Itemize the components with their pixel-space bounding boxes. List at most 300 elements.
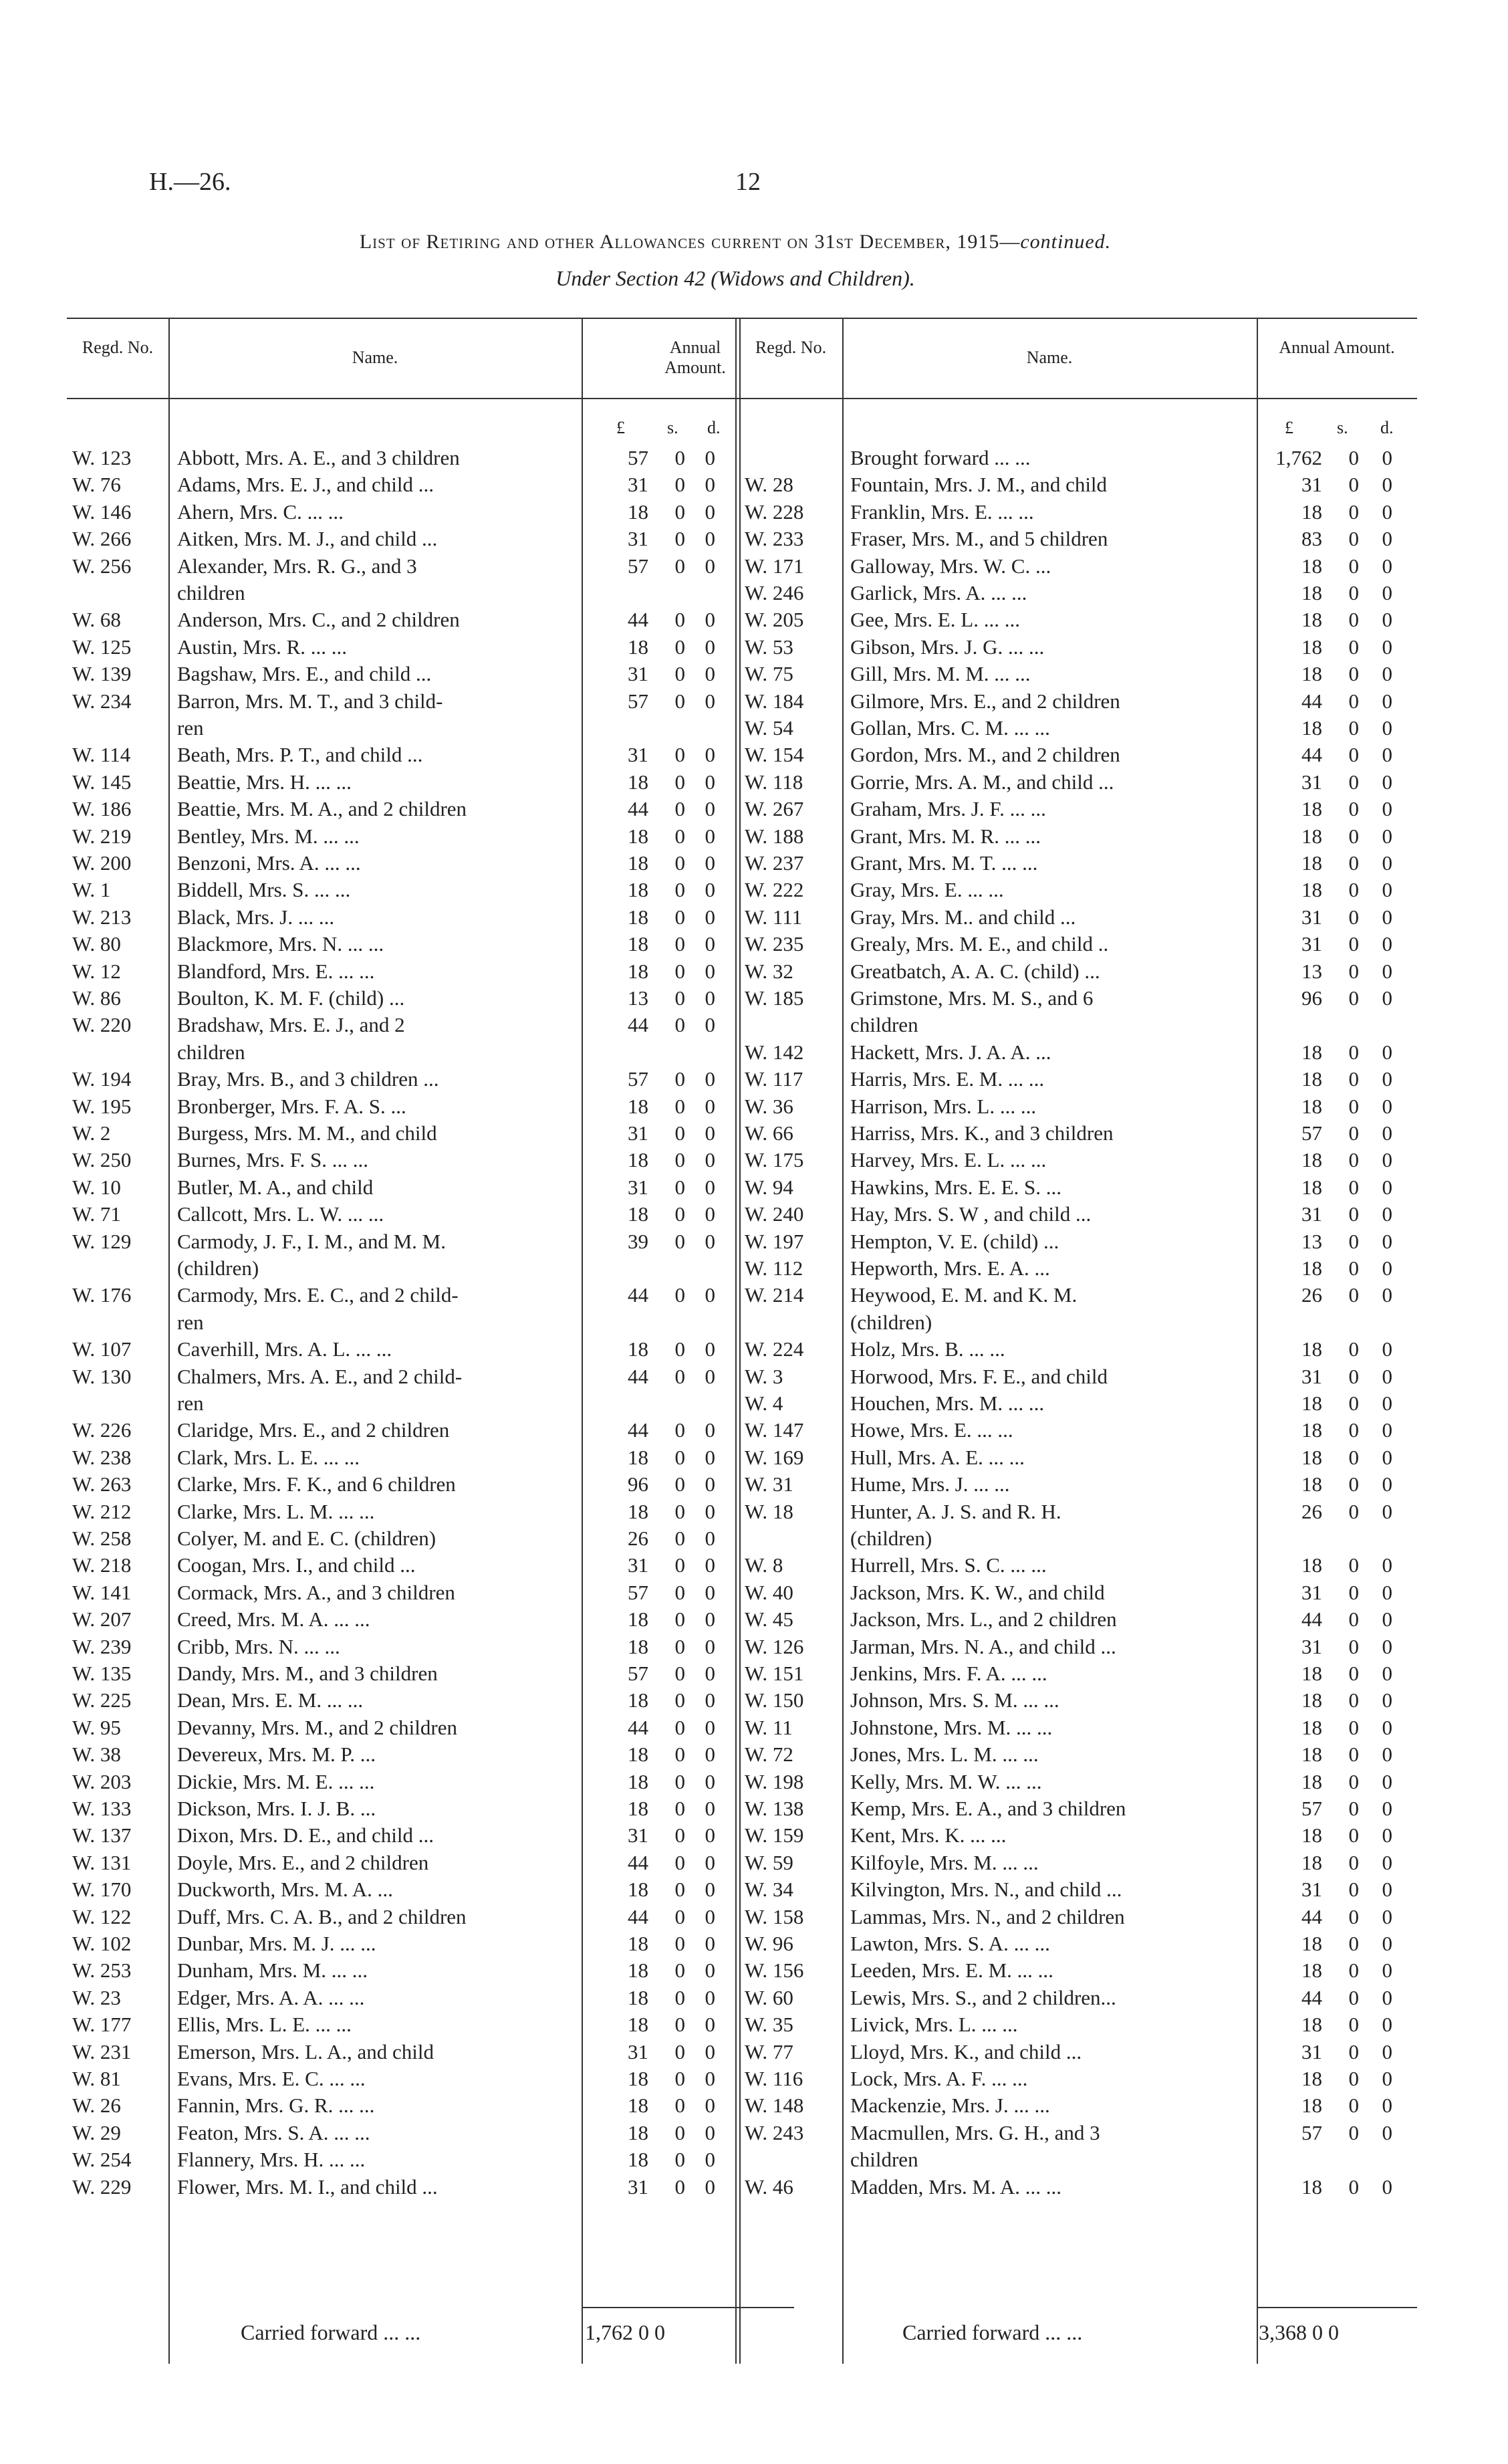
pounds-value: 31 — [1301, 1878, 1322, 1902]
regd-number: W. 220 — [72, 1013, 132, 1037]
recipient-name: Devanny, Mrs. M., and 2 children — [177, 1715, 457, 1739]
pounds-value: 44 — [1301, 743, 1322, 767]
pounds-value: 31 — [1301, 932, 1322, 956]
shillings-value: 0 — [1348, 1337, 1359, 1361]
shillings-value: 0 — [674, 1553, 685, 1577]
pence-value: 0 — [705, 1094, 715, 1118]
shillings-value: 0 — [1348, 662, 1359, 686]
recipient-name: Alexander, Mrs. R. G., and 3 — [177, 554, 417, 578]
regd-number: W. 53 — [745, 635, 793, 659]
pounds-value: 18 — [628, 878, 648, 902]
recipient-name: Gray, Mrs. M.. and child ... — [850, 905, 1076, 929]
left-amount-divider — [735, 318, 737, 2364]
recipient-name: Dixon, Mrs. D. E., and child ... — [177, 1823, 434, 1847]
pence-value: 0 — [705, 1662, 715, 1685]
recipient-name: Bentley, Mrs. M. ... ... — [177, 824, 360, 848]
pounds-value: 44 — [628, 1715, 648, 1739]
pence-value: 0 — [705, 554, 715, 578]
shillings-value: 0 — [1348, 2039, 1359, 2063]
regd-number: W. 1 — [72, 878, 111, 902]
page-title — [167, 231, 1303, 253]
pence-value: 0 — [705, 446, 715, 469]
pence-value: 0 — [1382, 1688, 1392, 1712]
pounds-value: 18 — [1301, 1688, 1322, 1712]
regd-number: W. 23 — [72, 1985, 121, 2009]
regd-number: W. 59 — [745, 1850, 793, 1874]
pence-value: 0 — [1382, 1148, 1392, 1172]
recipient-name: Dunbar, Mrs. M. J. ... ... — [177, 1932, 376, 1955]
pence-value: 0 — [705, 770, 715, 794]
shillings-value: 0 — [1348, 2013, 1359, 2037]
table-row — [739, 958, 1408, 985]
pence-value: 0 — [705, 1445, 715, 1469]
recipient-name: Benzoni, Mrs. A. ... ... — [177, 851, 361, 875]
pence-value: 0 — [705, 1878, 715, 1902]
recipient-name: Butler, M. A., and child — [177, 1175, 374, 1199]
pounds-value: 44 — [628, 797, 648, 821]
regd-number: W. 3 — [745, 1364, 783, 1388]
shillings-value: 0 — [674, 1527, 685, 1550]
recipient-name: Edger, Mrs. A. A. ... ... — [177, 1985, 365, 2009]
table-row — [739, 688, 1408, 715]
recipient-name: Featon, Mrs. S. A. ... ... — [177, 2120, 370, 2144]
pence-value: 0 — [705, 1850, 715, 1874]
regd-number: W. 95 — [72, 1715, 121, 1739]
right-carried-forward-total: 3,368 0 0 — [1259, 2320, 1339, 2344]
table-row — [739, 1930, 1408, 1957]
recipient-name: Fountain, Mrs. J. M., and child — [850, 473, 1108, 497]
regd-number: W. 141 — [72, 1580, 132, 1604]
regd-number: W. 170 — [72, 1878, 132, 1902]
shillings-value: 0 — [1348, 689, 1359, 713]
recipient-name: Hunter, A. J. S. and R. H. — [850, 1499, 1061, 1523]
pounds-value: 18 — [628, 1985, 648, 2009]
pounds-value: 18 — [628, 1958, 648, 1983]
pounds-value: 18 — [1301, 1823, 1322, 1847]
regd-number: W. 116 — [745, 2067, 803, 2090]
recipient-name: Creed, Mrs. M. A. ... ... — [177, 1607, 370, 1632]
pounds-value: 31 — [628, 2174, 648, 2199]
table-row — [67, 1120, 735, 1147]
regd-number: W. 117 — [745, 1067, 803, 1091]
table-row — [67, 1957, 735, 1984]
shillings-value: 0 — [1348, 1202, 1359, 1226]
pounds-value: 44 — [1301, 1985, 1322, 2009]
regd-number: W. 54 — [745, 716, 793, 740]
pence-value: 0 — [1382, 716, 1392, 740]
pence-value: 0 — [705, 1797, 715, 1820]
shillings-value: 0 — [1348, 608, 1359, 632]
regd-number: W. 188 — [745, 824, 804, 848]
pence-value: 0 — [1382, 1904, 1392, 1928]
shillings-value: 0 — [674, 1985, 685, 2009]
shillings-value: 0 — [1348, 1391, 1359, 1415]
recipient-name: Claridge, Mrs. E., and 2 children — [177, 1418, 450, 1442]
pence-value: 0 — [1382, 905, 1392, 929]
regd-number: W. 195 — [72, 1094, 132, 1118]
pounds-value: 83 — [1301, 527, 1322, 551]
regd-number: W. 207 — [72, 1607, 132, 1632]
regd-number: W. 76 — [72, 473, 121, 497]
shillings-value: 0 — [674, 635, 685, 659]
pounds-value: 18 — [1301, 797, 1322, 821]
left-carried-forward-label: Carried forward ... ... — [241, 2320, 421, 2344]
table-row — [739, 1066, 1408, 1093]
pounds-value: 18 — [1301, 1769, 1322, 1793]
table-row — [67, 553, 735, 580]
recipient-name: Garlick, Mrs. A. ... ... — [850, 581, 1027, 604]
regd-number: W. 150 — [745, 1688, 804, 1712]
shillings-value: 0 — [1348, 1283, 1359, 1307]
left-pence-unit: d. — [707, 418, 721, 437]
pounds-value: 18 — [628, 499, 648, 524]
recipient-name: Franklin, Mrs. E. ... ... — [850, 499, 1034, 524]
left-amount-header: Annual Amount. — [664, 338, 726, 377]
recipient-name: Hurrell, Mrs. S. C. ... ... — [850, 1553, 1047, 1577]
recipient-name: Clarke, Mrs. F. K., and 6 children — [177, 1472, 456, 1496]
table-row — [67, 499, 735, 526]
right-pence-unit: d. — [1380, 418, 1394, 437]
recipient-name: (children) — [177, 1256, 259, 1280]
pence-value: 0 — [1382, 1607, 1392, 1632]
recipient-name: Blandford, Mrs. E. ... ... — [177, 959, 375, 983]
table-row — [739, 1201, 1408, 1228]
pence-value: 0 — [1382, 473, 1392, 497]
left-shillings-unit: s. — [667, 418, 678, 437]
shillings-value: 0 — [1348, 1580, 1359, 1604]
table-row — [739, 2146, 1408, 2173]
table-row — [67, 877, 735, 903]
table-row — [739, 1687, 1408, 1714]
recipient-name: Dickie, Mrs. M. E. ... ... — [177, 1769, 375, 1793]
pounds-value: 26 — [1301, 1283, 1322, 1307]
pounds-value: 1,762 — [1275, 446, 1322, 469]
pounds-value: 39 — [628, 1229, 648, 1253]
pounds-value: 31 — [1301, 2039, 1322, 2063]
recipient-name: Austin, Mrs. R. ... ... — [177, 635, 348, 659]
pence-value: 0 — [705, 1634, 715, 1658]
pence-value: 0 — [1382, 878, 1392, 902]
pence-value: 0 — [1382, 527, 1392, 551]
regd-number: W. 126 — [745, 1634, 804, 1658]
pence-value: 0 — [1382, 1418, 1392, 1442]
recipient-name: Beattie, Mrs. M. A., and 2 children — [177, 797, 467, 821]
pence-value: 0 — [705, 1607, 715, 1632]
table-row — [739, 553, 1408, 580]
pounds-value: 57 — [1301, 1121, 1322, 1145]
regd-number: W. 158 — [745, 1904, 804, 1928]
pounds-value: 18 — [1301, 1743, 1322, 1767]
recipient-name: Kemp, Mrs. E. A., and 3 children — [850, 1797, 1126, 1820]
shillings-value: 0 — [674, 986, 685, 1010]
recipient-name: Grealy, Mrs. M. E., and child .. — [850, 932, 1109, 956]
recipient-name: Harris, Mrs. E. M. ... ... — [850, 1067, 1045, 1091]
table-row — [67, 526, 735, 552]
table-row — [739, 606, 1408, 633]
shillings-value: 0 — [674, 743, 685, 767]
shillings-value: 0 — [674, 1121, 685, 1145]
recipient-name: Abbott, Mrs. A. E., and 3 children — [177, 446, 460, 469]
regd-number: W. 125 — [72, 635, 132, 659]
pence-value: 0 — [1382, 851, 1392, 875]
table-row — [67, 1309, 735, 1336]
pounds-value: 96 — [1301, 986, 1322, 1010]
table-row — [67, 2174, 735, 2201]
regd-number: W. 28 — [745, 473, 793, 497]
shillings-value: 0 — [1348, 932, 1359, 956]
table-row — [739, 661, 1408, 687]
recipient-name: Colyer, M. and E. C. (children) — [177, 1527, 436, 1550]
right-name-header: Name. — [1026, 348, 1073, 367]
recipient-name: Gill, Mrs. M. M. ... ... — [850, 662, 1031, 686]
shillings-value: 0 — [674, 1148, 685, 1172]
regd-number: W. 184 — [745, 689, 804, 713]
shillings-value: 0 — [674, 1743, 685, 1767]
shillings-value: 0 — [1348, 473, 1359, 497]
pence-value: 0 — [705, 1229, 715, 1253]
recipient-name: Jackson, Mrs. K. W., and child — [850, 1580, 1105, 1604]
pence-value: 0 — [1382, 1715, 1392, 1739]
table-row — [67, 1201, 735, 1228]
table-row — [739, 526, 1408, 552]
table-row — [739, 985, 1408, 1012]
table-row — [739, 850, 1408, 877]
table-row — [67, 850, 735, 877]
table-row — [67, 1390, 735, 1417]
shillings-value: 0 — [674, 1823, 685, 1847]
regd-number: W. 114 — [72, 743, 131, 767]
recipient-name: Lock, Mrs. A. F. ... ... — [850, 2067, 1028, 2090]
recipient-name: Kilvington, Mrs. N., and child ... — [850, 1878, 1122, 1902]
shillings-value: 0 — [1348, 446, 1359, 469]
table-row — [67, 1147, 735, 1173]
recipient-name: Clark, Mrs. L. E. ... ... — [177, 1445, 360, 1469]
shillings-value: 0 — [674, 2013, 685, 2037]
pence-value: 0 — [705, 2148, 715, 2172]
regd-number: W. 171 — [745, 554, 804, 578]
recipient-name: Johnstone, Mrs. M. ... ... — [850, 1715, 1053, 1739]
pence-value: 0 — [1382, 635, 1392, 659]
shillings-value: 0 — [674, 1013, 685, 1037]
regd-number: W. 72 — [745, 1743, 793, 1767]
pounds-value: 57 — [1301, 2120, 1322, 2144]
pence-value: 0 — [1382, 499, 1392, 524]
table-row — [739, 1282, 1408, 1309]
regd-number: W. 218 — [72, 1553, 132, 1577]
table-row — [739, 2039, 1408, 2065]
pounds-value: 57 — [628, 1662, 648, 1685]
regd-number: W. 198 — [745, 1769, 804, 1793]
pounds-value: 26 — [1301, 1499, 1322, 1523]
shillings-value: 0 — [1348, 1175, 1359, 1199]
shillings-value: 0 — [674, 905, 685, 929]
shillings-value: 0 — [674, 1283, 685, 1307]
table-row — [739, 1498, 1408, 1525]
regd-number: W. 176 — [72, 1283, 132, 1307]
pence-value: 0 — [705, 1283, 715, 1307]
pounds-value: 18 — [628, 2148, 648, 2172]
pence-value: 0 — [1382, 1040, 1392, 1064]
shillings-value: 0 — [1348, 1904, 1359, 1928]
table-row — [67, 742, 735, 768]
recipient-name: Hempton, V. E. (child) ... — [850, 1229, 1059, 1253]
shillings-value: 0 — [1348, 878, 1359, 902]
shillings-value: 0 — [674, 499, 685, 524]
table-row — [739, 769, 1408, 796]
shillings-value: 0 — [674, 1337, 685, 1361]
table-row — [739, 2120, 1408, 2146]
pence-value: 0 — [1382, 2039, 1392, 2063]
shillings-value: 0 — [674, 1607, 685, 1632]
pounds-value: 44 — [1301, 1607, 1322, 1632]
pounds-value: 31 — [1301, 1364, 1322, 1388]
table-row — [739, 1147, 1408, 1173]
regd-number: W. 219 — [72, 824, 132, 848]
recipient-name: Lloyd, Mrs. K., and child ... — [850, 2039, 1082, 2063]
shillings-value: 0 — [674, 1715, 685, 1739]
regd-number: W. 81 — [72, 2067, 121, 2090]
table-row — [739, 1120, 1408, 1147]
regd-number: W. 231 — [72, 2039, 132, 2063]
pence-value: 0 — [1382, 662, 1392, 686]
regd-number: W. 194 — [72, 1067, 132, 1091]
table-row — [739, 931, 1408, 958]
pounds-value: 18 — [1301, 1958, 1322, 1983]
table-row — [739, 1174, 1408, 1201]
pence-value: 0 — [705, 1823, 715, 1847]
document-reference: H.—26. — [149, 168, 231, 196]
pence-value: 0 — [705, 1148, 715, 1172]
regd-number: W. 154 — [745, 743, 804, 767]
recipient-name: Mackenzie, Mrs. J. ... ... — [850, 2094, 1050, 2118]
regd-number: W. 75 — [745, 662, 793, 686]
shillings-value: 0 — [1348, 527, 1359, 551]
right-amount-header: Annual Amount. — [1279, 338, 1395, 357]
pence-value: 0 — [1382, 1985, 1392, 2009]
pounds-value: 18 — [628, 1445, 648, 1469]
pence-value: 0 — [705, 527, 715, 551]
recipient-name: Jones, Mrs. L. M. ... ... — [850, 1743, 1039, 1767]
pence-value: 0 — [705, 1364, 715, 1388]
recipient-name: Gilmore, Mrs. E., and 2 children — [850, 689, 1120, 713]
regd-number: W. 175 — [745, 1148, 804, 1172]
regd-number: W. 246 — [745, 581, 804, 604]
table-row — [739, 1228, 1408, 1255]
table-row — [67, 2092, 735, 2119]
recipient-name: Emerson, Mrs. L. A., and child — [177, 2039, 434, 2063]
pounds-value: 44 — [628, 1013, 648, 1037]
regd-number: W. 228 — [745, 499, 804, 524]
recipient-name: Fraser, Mrs. M., and 5 children — [850, 527, 1108, 551]
pence-value: 0 — [1382, 2094, 1392, 2118]
pence-value: 0 — [1382, 770, 1392, 794]
regd-number: W. 135 — [72, 1662, 132, 1685]
pounds-value: 18 — [1301, 581, 1322, 604]
pounds-value: 26 — [628, 1527, 648, 1550]
table-row — [67, 1930, 735, 1957]
pence-value: 0 — [705, 1499, 715, 1523]
recipient-name: Harrison, Mrs. L. ... ... — [850, 1094, 1037, 1118]
pence-value: 0 — [705, 1121, 715, 1145]
shillings-value: 0 — [674, 851, 685, 875]
pence-value: 0 — [1382, 608, 1392, 632]
table-row — [67, 1579, 735, 1606]
pounds-value: 31 — [628, 743, 648, 767]
pence-value: 0 — [705, 499, 715, 524]
recipient-name: Johnson, Mrs. S. M. ... ... — [850, 1688, 1059, 1712]
regd-number: W. 111 — [745, 905, 803, 929]
recipient-name: Macmullen, Mrs. G. H., and 3 — [850, 2120, 1100, 2144]
table-row — [739, 1850, 1408, 1876]
pence-value: 0 — [1382, 446, 1392, 469]
pounds-value: 18 — [628, 1769, 648, 1793]
shillings-value: 0 — [674, 1499, 685, 1523]
shillings-value: 0 — [1348, 554, 1359, 578]
pounds-value: 18 — [1301, 1715, 1322, 1739]
regd-number: W. 224 — [745, 1337, 804, 1361]
table-row — [739, 1525, 1408, 1552]
pounds-value: 13 — [1301, 959, 1322, 983]
table-row — [739, 1471, 1408, 1498]
regd-number: W. 226 — [72, 1418, 132, 1442]
recipient-name: Carmody, J. F., I. M., and M. M. — [177, 1229, 446, 1253]
shillings-value: 0 — [1348, 1364, 1359, 1388]
table-row — [739, 1985, 1408, 2011]
pence-value: 0 — [705, 905, 715, 929]
table-row — [67, 1363, 735, 1390]
pounds-value: 18 — [1301, 1391, 1322, 1415]
shillings-value: 0 — [674, 2148, 685, 2172]
recipient-name: Holz, Mrs. B. ... ... — [850, 1337, 1005, 1361]
shillings-value: 0 — [1348, 905, 1359, 929]
recipient-name: Callcott, Mrs. L. W. ... ... — [177, 1202, 384, 1226]
pounds-value: 44 — [628, 1850, 648, 1874]
regd-number: W. 29 — [72, 2120, 121, 2144]
table-row — [67, 1769, 735, 1795]
table-row — [739, 1012, 1408, 1038]
pounds-value: 31 — [1301, 1202, 1322, 1226]
pence-value: 0 — [1382, 1283, 1392, 1307]
recipient-name: Houchen, Mrs. M. ... ... — [850, 1391, 1045, 1415]
pounds-value: 18 — [1301, 1040, 1322, 1064]
pence-value: 0 — [705, 1418, 715, 1442]
pence-value: 0 — [1382, 689, 1392, 713]
recipient-name: Ellis, Mrs. L. E. ... ... — [177, 2013, 352, 2037]
pounds-value: 57 — [1301, 1797, 1322, 1820]
shillings-value: 0 — [1348, 1121, 1359, 1145]
recipient-name: Galloway, Mrs. W. C. ... — [850, 554, 1051, 578]
pence-value: 0 — [1382, 959, 1392, 983]
pounds-value: 18 — [1301, 1094, 1322, 1118]
pounds-value: 31 — [628, 473, 648, 497]
shillings-value: 0 — [674, 932, 685, 956]
pence-value: 0 — [705, 1985, 715, 2009]
pounds-value: 13 — [628, 986, 648, 1010]
pence-value: 0 — [1382, 932, 1392, 956]
pence-value: 0 — [705, 1013, 715, 1037]
pence-value: 0 — [1382, 1553, 1392, 1577]
pounds-value: 96 — [628, 1472, 648, 1496]
pence-value: 0 — [705, 932, 715, 956]
pence-value: 0 — [705, 1202, 715, 1226]
table-row — [739, 2065, 1408, 2092]
pence-value: 0 — [1382, 824, 1392, 848]
table-row — [739, 1444, 1408, 1471]
recipient-name: Duff, Mrs. C. A. B., and 2 children — [177, 1904, 467, 1928]
recipient-name: Jarman, Mrs. N. A., and child ... — [850, 1634, 1116, 1658]
pence-value: 0 — [705, 1743, 715, 1767]
regd-number: W. 147 — [745, 1418, 804, 1442]
